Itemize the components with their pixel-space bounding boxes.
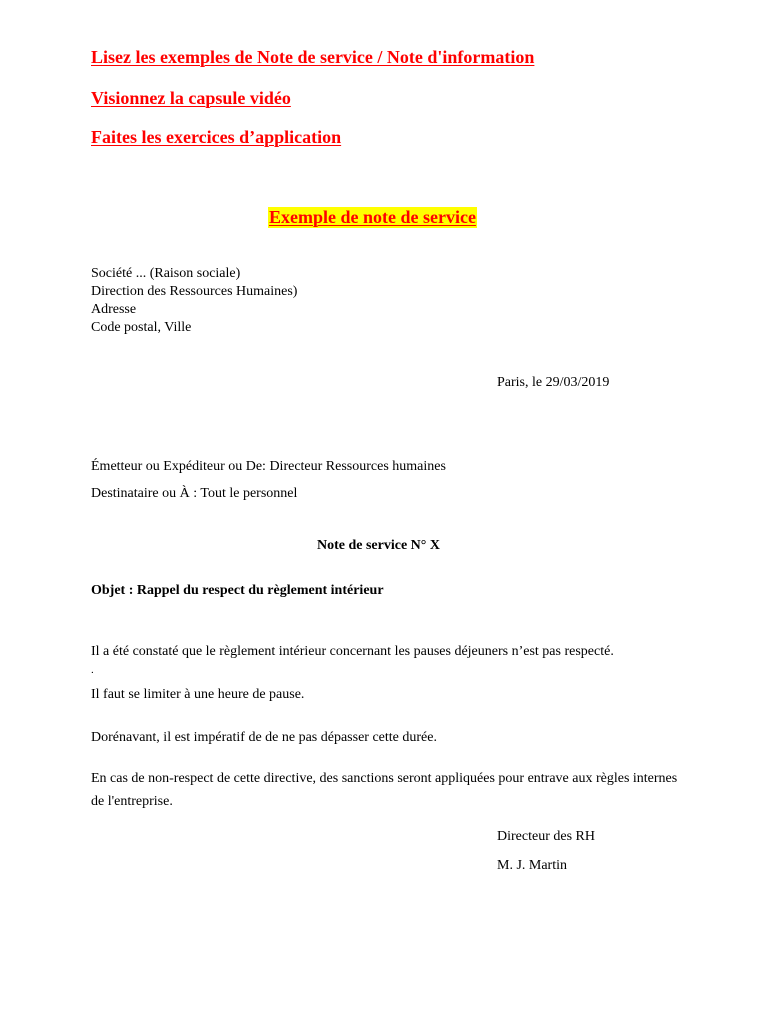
body-paragraph-3: Dorénavant, il est impératif de de ne pas dépasser cette durée.	[91, 730, 437, 745]
sender-address: Adresse	[91, 302, 137, 317]
body-paragraph-2: Il faut se limiter à une heure de pause.	[91, 687, 305, 702]
note-title: Note de service N° X	[317, 538, 440, 553]
object-line: Objet : Rappel du respect du règlement intérieur	[91, 583, 384, 598]
date-line: Paris, le 29/03/2019	[497, 375, 610, 390]
signature-name: M. J. Martin	[497, 858, 567, 873]
sender-city: Code postal, Ville	[91, 320, 192, 335]
body-paragraph-4: En cas de non-respect de cette directive, des sanctions seront appliquées pour entrave aux règles internes de l'entreprise.	[91, 771, 678, 809]
signature-role: Directeur des RH	[497, 829, 595, 844]
to-line: Destinataire ou À : Tout le personnel	[91, 486, 298, 501]
stray-dot: .	[91, 664, 94, 676]
from-line: Émetteur ou Expéditeur ou De: Directeur Ressources humaines	[91, 459, 446, 474]
link-watch-video[interactable]: Visionnez la capsule vidéo	[91, 88, 291, 108]
document-title: Exemple de note de service	[269, 207, 476, 227]
link-exercises[interactable]: Faites les exercices d’application	[91, 127, 342, 147]
link-read-examples[interactable]: Lisez les exemples de Note de service / Note d'information	[91, 47, 535, 67]
sender-department: Direction des Ressources Humaines)	[91, 284, 298, 299]
sender-address-block	[91, 265, 297, 337]
body-paragraph-1: Il a été constaté que le règlement intérieur concernant les pauses déjeuners n’est pas respecté.	[91, 644, 614, 659]
sender-company: Société ... (Raison sociale)	[91, 266, 241, 281]
